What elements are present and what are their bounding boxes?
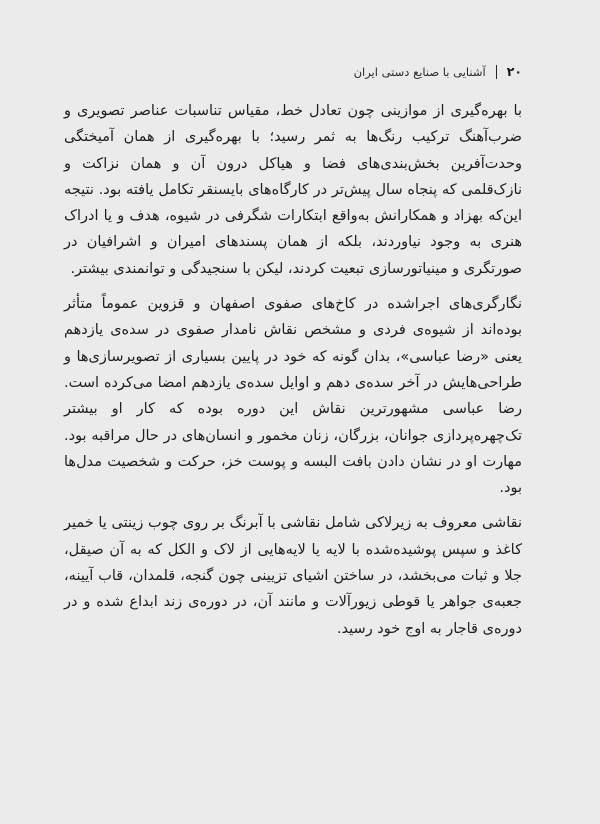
paragraph: نگارگری‌های اجراشده در کاخ‌های صفوی اصفهان و قزوین عموماً متأثر بوده‌اند از شیوه‌ی فردی و مشخص نقاش نامدار صفوی در سده‌ی یازدهم یعنی «رضا عباسی»، بدان گونه که خود در پایین بسیاری از تصویرسازی‌ها و طراحی‌هایش در آخر سده‌ی دهم و اوایل سده‌ی یازدهم امضا می‌کرده است. رضا عباسی مشهورترین نقاش این دوره بوده که کار او بیشتر تک‌چهره‌پردازی جوانان، بزرگان، زنان مخمور و انسان‌های در حال مراقبه بود. مهارت او در نشان دادن بافت البسه و پوست خز، حرکت و شخصیت مدل‌ها بود.: [64, 296, 522, 497]
header-divider: [496, 65, 497, 79]
book-title: آشنایی با صنایع دستی ایران: [353, 64, 486, 79]
paragraph: با بهره‌گیری از موازینی چون تعادل خط، مقیاس تناسبات عناصر تصویری و ضرب‌آهنگ ترکیب رنگ‌ها به ثمر رسید؛ با بهره‌گیری از همان آمیختگی وحدت‌آفرین بخش‌بندی‌های فضا و هیاکل درون آن و همان نزاکت و نازک‌قلمی که پنجاه سال پیش‌تر در کارگاه‌های بایسنقر تکامل یافته بود. نتیجه این‌که بهزاد و همکارانش به‌واقع ابتکارات شگرفی در شیوه، هدف و یا ادراک هنری به وجود نیاوردند، بلکه از همان پسندهای امیران و اشرافیان در صورتگری و مینیاتورسازی تبعیت کردند، لیکن با سنجیدگی و توانمندی بیشتر.: [64, 103, 522, 277]
body-text: [64, 98, 522, 651]
running-header: [354, 64, 522, 79]
paragraph: نقاشی معروف به زیرلاکی شامل نقاشی با آبرنگ بر روی چوب زینتی یا خمیر کاغذ و سپس پوشیده‌شده با لایه یا لایه‌هایی از لاک و الکل که به آن صیقل، جلا و ثبات می‌بخشد، در ساختن اشیای تزیینی چون گنجه، قلمدان، قاب آیینه، جعبه‌ی جواهر یا قوطی زیورآلات و مانند آن، در دوره‌ی زند ابداع شده و در دوره‌ی قاجار به اوج خود رسید.: [64, 515, 522, 637]
page-number: ۲۰: [506, 64, 522, 79]
